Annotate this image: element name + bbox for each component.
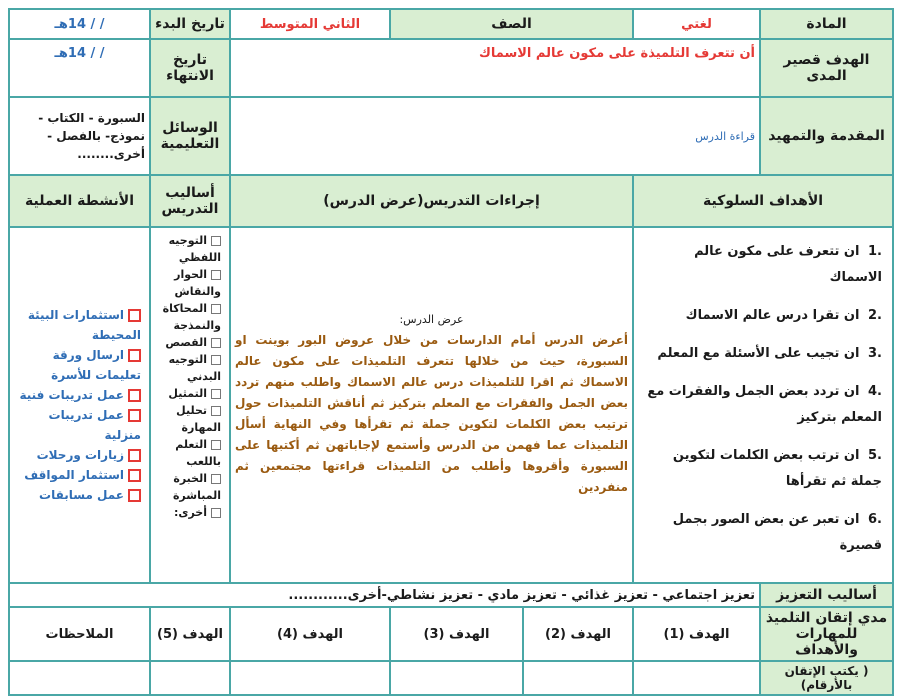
checkbox[interactable] (128, 449, 141, 462)
checkbox[interactable] (211, 355, 221, 365)
start-date-value: / / 14هـ (9, 9, 150, 39)
reinforcement-label: أساليب التعزيز (760, 583, 893, 607)
subject-label: المادة (760, 9, 893, 39)
method-item: التمثيل (155, 385, 221, 402)
reinforcement-value: تعزيز اجتماعي - تعزيز غذائي - تعزيز مادي - تعزيز نشاطي-أخرى............ (9, 583, 760, 607)
start-date-label: تاريخ البدء (150, 9, 230, 39)
checkbox[interactable] (211, 270, 221, 280)
activity-item: عمل تدريبات منزلية (48, 408, 141, 442)
activities-list (14, 305, 145, 505)
mastery-cell[interactable] (390, 661, 523, 695)
mastery-goal-2: الهدف (2) (523, 607, 633, 661)
activities-cell (9, 227, 150, 583)
activity-item: عمل مسابقات (14, 485, 141, 505)
procedures-cell (230, 227, 633, 583)
goal-item: .4 ان تردد بعض الجمل والفقرات مع المعلم بتركيز (647, 384, 882, 425)
end-date-label: تاريخ الانتهاء (150, 39, 230, 97)
notes-cell[interactable] (9, 661, 150, 695)
method-item: المحاكاة والنمذجة (162, 302, 221, 332)
activity-item: زيارات ورحلات (14, 445, 141, 465)
method-item: التوجيه اللفظي (168, 234, 221, 264)
methods-cell (150, 227, 230, 583)
activity-item: ارسال ورقة تعليمات للأسرة (51, 348, 141, 382)
goal-item: .1 ان تتعرف على مكون عالم الاسماك (694, 244, 882, 285)
checkbox[interactable] (211, 508, 221, 518)
mastery-cell[interactable] (230, 661, 390, 695)
procedures-title: عرض الدرس: (399, 312, 464, 326)
checkbox[interactable] (211, 236, 221, 246)
goal-item: .5 ان ترتب بعض الكلمات لتكوين جملة ثم تقرأها (672, 448, 882, 489)
checkbox[interactable] (128, 309, 141, 322)
lesson-plan (8, 8, 892, 692)
method-item: القصص (155, 334, 221, 351)
behavioral-goals-cell (633, 227, 893, 583)
checkbox[interactable] (211, 338, 221, 348)
short-goal-label: الهدف قصير المدى (760, 39, 893, 97)
mastery-goal-1: الهدف (1) (633, 607, 760, 661)
mastery-label: مدي إتقان التلميذ للمهارات والأهداف (760, 607, 893, 661)
intro-value: قراءة الدرس (230, 97, 760, 175)
method-item: تحليل المهارة (176, 404, 221, 434)
procedures-text: أعرض الدرس أمام الدارسات من خلال عروض البور بوينت او السبورة، حيث من خلالها تتعرف التلميذات على مكون عالم الاسماك ثم اقرا للتلميذات درس عالم الاسماك واطلب منهم تردد بعض الجمل والفقرات مع المعلم بتركيز ثم أناقش التلميذات حول ترتيب بعض الكلمات لتكوين جملة ثم تقرأها وفي النهاية أسأل التلميذات عما فهمن من الدرس وأستمع لإجاباتهن ثم أكتبها على السبورة وأقروها وأطلب من التلميذات قراءتها مجتمعين ثم منفردين (235, 332, 628, 494)
behavioral-goals-list (638, 239, 888, 559)
activity-item: استثمار المواقف (14, 465, 141, 485)
activities-column-header: الأنشطة العملية (9, 175, 150, 227)
goal-item: .2 ان تقرا درس عالم الاسماك (685, 308, 882, 323)
activity-item: عمل تدريبات فنية (14, 385, 141, 405)
mastery-footer-label: ( يكتب الإتقان بالأرقام) (760, 661, 893, 695)
procedures-column-header: إجراءات التدريس(عرض الدرس) (230, 175, 633, 227)
checkbox[interactable] (128, 469, 141, 482)
media-value: السبورة - الكتاب - نموذج- بالفصل - أخرى........ (9, 97, 150, 175)
method-item: الحوار والنقاش (174, 268, 221, 298)
mastery-cell[interactable] (523, 661, 633, 695)
goals-column-header: الأهداف السلوكية (633, 175, 893, 227)
intro-label: المقدمة والتمهيد (760, 97, 893, 175)
methods-column-header: أساليب التدريس (150, 175, 230, 227)
checkbox[interactable] (128, 389, 141, 402)
checkbox[interactable] (128, 489, 141, 502)
checkbox[interactable] (211, 304, 221, 314)
method-item: أخرى: (155, 504, 221, 521)
activity-item: استثمارات البيئة المحيطة (27, 308, 141, 342)
checkbox[interactable] (211, 406, 221, 416)
method-item: التعلم باللعب (175, 438, 221, 468)
media-label: الوسائل التعليمية (150, 97, 230, 175)
method-item: الخبرة المباشرة (172, 472, 221, 502)
goal-item: .6 ان تعبر عن بعض الصور بجمل قصيرة (672, 512, 882, 553)
method-item: التوجيه البدني (168, 353, 221, 383)
checkbox[interactable] (211, 389, 221, 399)
short-goal-value: أن تتعرف التلميذة على مكون عالم الاسماك (230, 39, 760, 97)
notes-label: الملاحظات (9, 607, 150, 661)
subject-value: لغتي (633, 9, 760, 39)
mastery-goal-3: الهدف (3) (390, 607, 523, 661)
mastery-cell[interactable] (150, 661, 230, 695)
mastery-cell[interactable] (633, 661, 760, 695)
goal-item: .3 ان تجيب على الأسئلة مع المعلم (657, 346, 882, 361)
mastery-goal-4: الهدف (4) (230, 607, 390, 661)
checkbox[interactable] (128, 349, 141, 362)
end-date-value: / / 14هـ (9, 39, 150, 97)
mastery-goal-5: الهدف (5) (150, 607, 230, 661)
checkbox[interactable] (211, 440, 221, 450)
grade-value: الثاني المتوسط (230, 9, 390, 39)
grade-label: الصف (390, 9, 633, 39)
lesson-plan-table (8, 8, 894, 696)
checkbox[interactable] (128, 409, 141, 422)
methods-list (155, 232, 225, 521)
checkbox[interactable] (211, 474, 221, 484)
